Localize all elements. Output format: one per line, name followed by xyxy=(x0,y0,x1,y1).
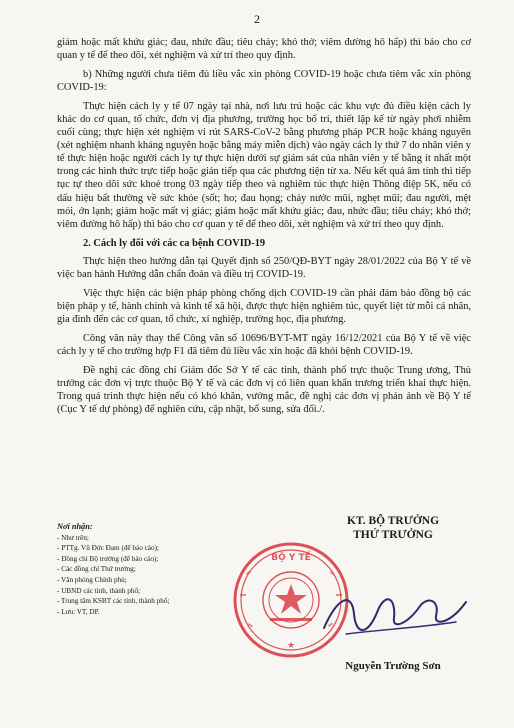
paragraph-subsection-b: b) Những người chưa tiêm đủ liều vắc xin phòng COVID-19 hoặc chưa tiêm vắc xin phòng COVID-19: xyxy=(57,69,471,94)
handwritten-signature-icon xyxy=(316,584,476,644)
signature-title-line1: KT. BỘ TRƯỞNG xyxy=(346,515,440,527)
signature-block xyxy=(226,514,486,704)
paragraph-continuation: giảm hoặc mất khứu giác; đau, nhức đầu; tiêu chảy; khó thở; viêm đường hô hấp) thì báo cho cơ quan y tế để theo dõi, xét nghiệm và xử trí theo quy định. xyxy=(57,37,471,62)
paragraph-request: Đề nghị các đồng chí Giám đốc Sở Y tế các tỉnh, thành phố trực thuộc Trung ương, Thủ trưởng các đơn vị trực thuộc Bộ Y tế và các đơn vị có liên quan khẩn trương triển khai thực hiện. Trong quá trình thực hiện nếu có khó khăn, vướng mắc, đề nghị các đơn vị phản ánh về Bộ Y tế (Cục Y tế dự phòng) để nghiên cứu, cập nhật, bổ sung, sửa đổi./. xyxy=(57,365,471,416)
recipient-item: - Như trên; xyxy=(57,533,89,542)
recipient-item: - UBND các tỉnh, thành phố; xyxy=(57,586,141,595)
recipient-item: - Đồng chí Bộ trưởng (để báo cáo); xyxy=(57,554,159,563)
document-body xyxy=(57,36,471,422)
seal-text: BỘ Y TẾ xyxy=(271,553,311,563)
svg-text:★: ★ xyxy=(286,641,296,651)
signature-title xyxy=(298,514,488,542)
signer-name: Nguyễn Trường Sơn xyxy=(345,660,441,672)
page-number: 2 xyxy=(254,12,260,26)
recipient-item: - Văn phòng Chính phủ; xyxy=(57,575,127,584)
paragraph-replacement: Công văn này thay thế Công văn số 10696/BYT-MT ngày 16/12/2021 của Bộ Y tế về việc cách ly y tế cho trường hợp F1 đã tiêm đủ liều vắc xin hoặc đã khỏi bệnh COVID-19. xyxy=(57,332,471,357)
signature-title-line2: THỨ TRƯỞNG xyxy=(353,529,433,541)
recipient-item: - PTTg. Vũ Đức Đam (để báo cáo); xyxy=(57,544,159,553)
paragraph-isolation-procedure: Thực hiện cách ly y tế 07 ngày tại nhà, nơi lưu trú hoặc các khu vực đủ điều kiện cách ly khác do cơ quan, tổ chức, đơn vị địa phương, trường học bố trí, thiết lập kể từ ngày phơi nhiễm cuối cùng; thực hiện xét nghiệm vi rút SARS-CoV-2 bằng phương pháp PCR hoặc kháng nguyên (xét nghiệm nhanh kháng nguyên hoặc bằng máy miễn dịch) vào ngày cách ly thứ 7 do nhân viên y tế thực hiện hoặc người cách ly tự thực hiện dưới sự giám sát của nhân viên y tế bằng ít nhất một trong các hình thức trực tiếp hoặc gián tiếp qua các phương tiện từ xa. Nếu kết quả âm tính thì tiếp tục tự theo dõi sức khoẻ trong 03 ngày tiếp theo và nghiêm túc thực hiện Thông điệp 5K, nếu có dấu hiệu bất thường về sức khỏe (sốt; ho; đau họng; chảy nước mũi, nghẹt mũi; đau người, mệt mỏi, ớn lạnh; giảm hoặc mất vị giác; giảm hoặc mất khứu giác; đau, nhức đầu; tiêu chảy; khó thở; viêm đường hô hấp) thì báo cho cơ quan y tế để theo dõi, xét nghiệm và xử trí theo quy định. xyxy=(57,101,471,230)
paragraph-measures: Việc thực hiện các biện pháp phòng chống dịch COVID-19 cần phải đảm bảo đồng bộ các biện pháp y tế, hành chính và kinh tế xã hội, được thực hiện nghiêm túc, quyết liệt từ mỗi cá nhân, gia đình đến các cơ quan, tổ chức, xí nghiệp, trường học, địa phương. xyxy=(57,287,471,325)
section-heading-2: 2. Cách ly đối với các ca bệnh COVID-19 xyxy=(83,237,266,249)
paragraph-decision-250: Thực hiện theo hướng dẫn tại Quyết định số 250/QĐ-BYT ngày 28/01/2022 của Bộ Y tế về việc ban hành Hướng dẫn chẩn đoán và điều trị COVID-19. xyxy=(57,255,471,280)
recipient-item: - Trung tâm KSBT các tỉnh, thành phố; xyxy=(57,597,170,606)
recipient-item: - Lưu: VT, DP. xyxy=(57,607,100,616)
recipient-item: - Các đồng chí Thứ trưởng; xyxy=(57,565,136,574)
recipients-title: Nơi nhận: xyxy=(57,522,93,531)
